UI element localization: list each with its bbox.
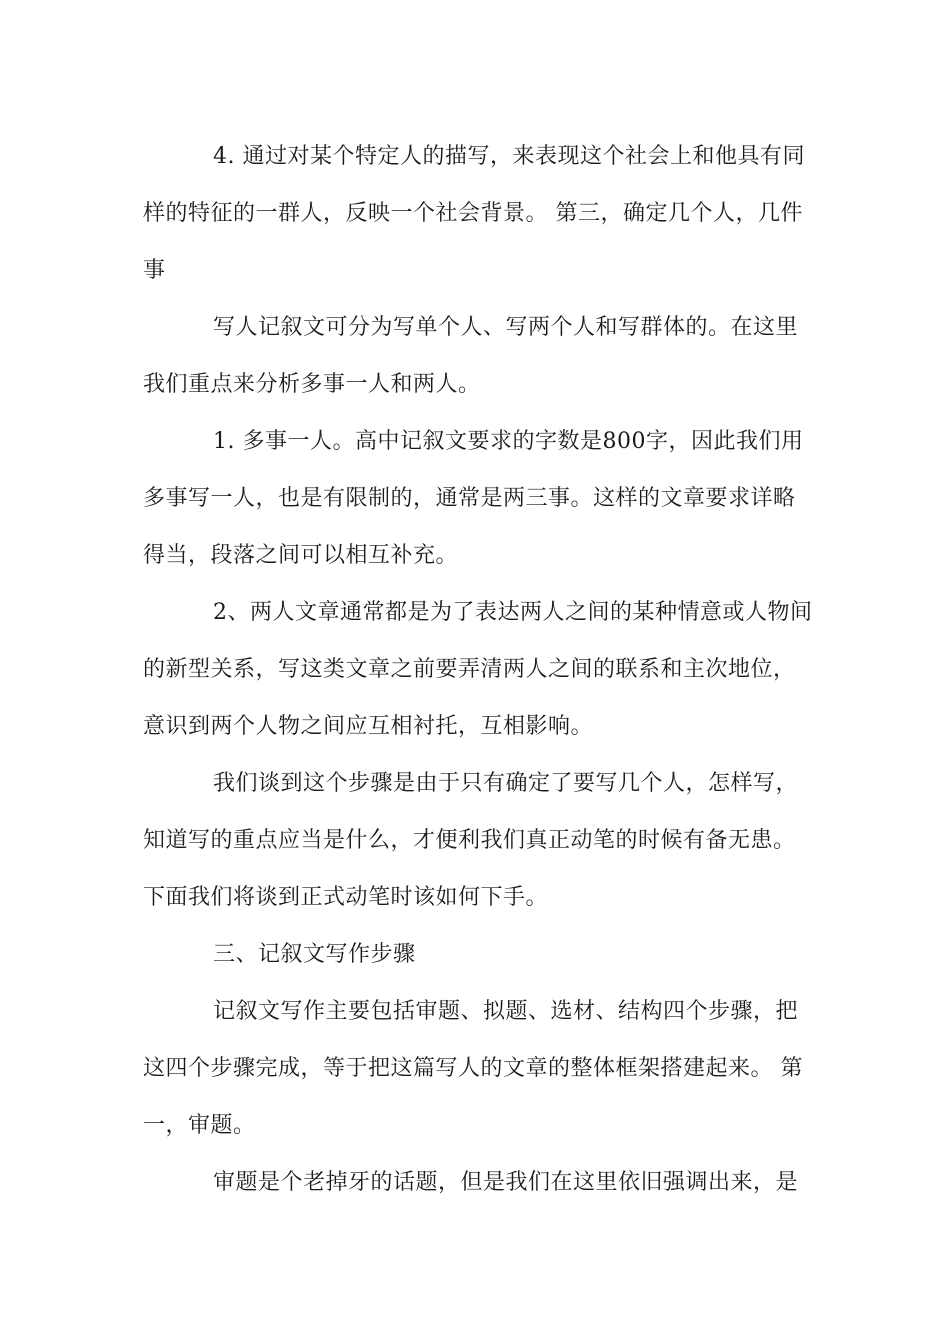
text-line: 我们重点来分析多事一人和两人。 — [143, 372, 481, 397]
text-line: 的新型关系，写这类文章之前要弄清两人之间的联系和主次地位， — [143, 657, 796, 682]
text-line: 一，审题。 — [143, 1113, 256, 1138]
text-line: 下面我们将谈到正式动笔时该如何下手。 — [143, 885, 549, 910]
text-line: 1. 多事一人。高中记叙文要求的字数是800字，因此我们用 — [213, 429, 804, 454]
text-line: 知道写的重点应当是什么，才便利我们真正动笔的时候有备无患。 — [143, 828, 796, 853]
text-line: 得当，段落之间可以相互补充。 — [143, 543, 459, 568]
section-heading: 三、记叙文写作步骤 — [213, 942, 416, 967]
text-line: 多事写一人，也是有限制的，通常是两三事。这样的文章要求详略 — [143, 486, 796, 511]
text-line: 写人记叙文可分为写单个人、写两个人和写群体的。在这里 — [213, 315, 799, 340]
text-line: 审题是个老掉牙的话题，但是我们在这里依旧强调出来，是 — [213, 1170, 799, 1195]
text-line: 4. 通过对某个特定人的描写，来表现这个社会上和他具有同 — [213, 144, 805, 169]
text-line: 意识到两个人物之间应互相衬托，互相影响。 — [143, 714, 594, 739]
text-line: 我们谈到这个步骤是由于只有确定了要写几个人，怎样写， — [213, 771, 799, 796]
text-line: 记叙文写作主要包括审题、拟题、选材、结构四个步骤，把 — [213, 999, 799, 1024]
text-line: 样的特征的一群人，反映一个社会背景。 第三，确定几个人，几件 — [143, 201, 803, 226]
document-body — [143, 128, 813, 1211]
text-line: 这四个步骤完成，等于把这篇写人的文章的整体框架搭建起来。 第 — [143, 1056, 803, 1081]
text-line: 事 — [143, 258, 166, 283]
text-line: 2、两人文章通常都是为了表达两人之间的某种情意或人物间 — [213, 600, 813, 625]
